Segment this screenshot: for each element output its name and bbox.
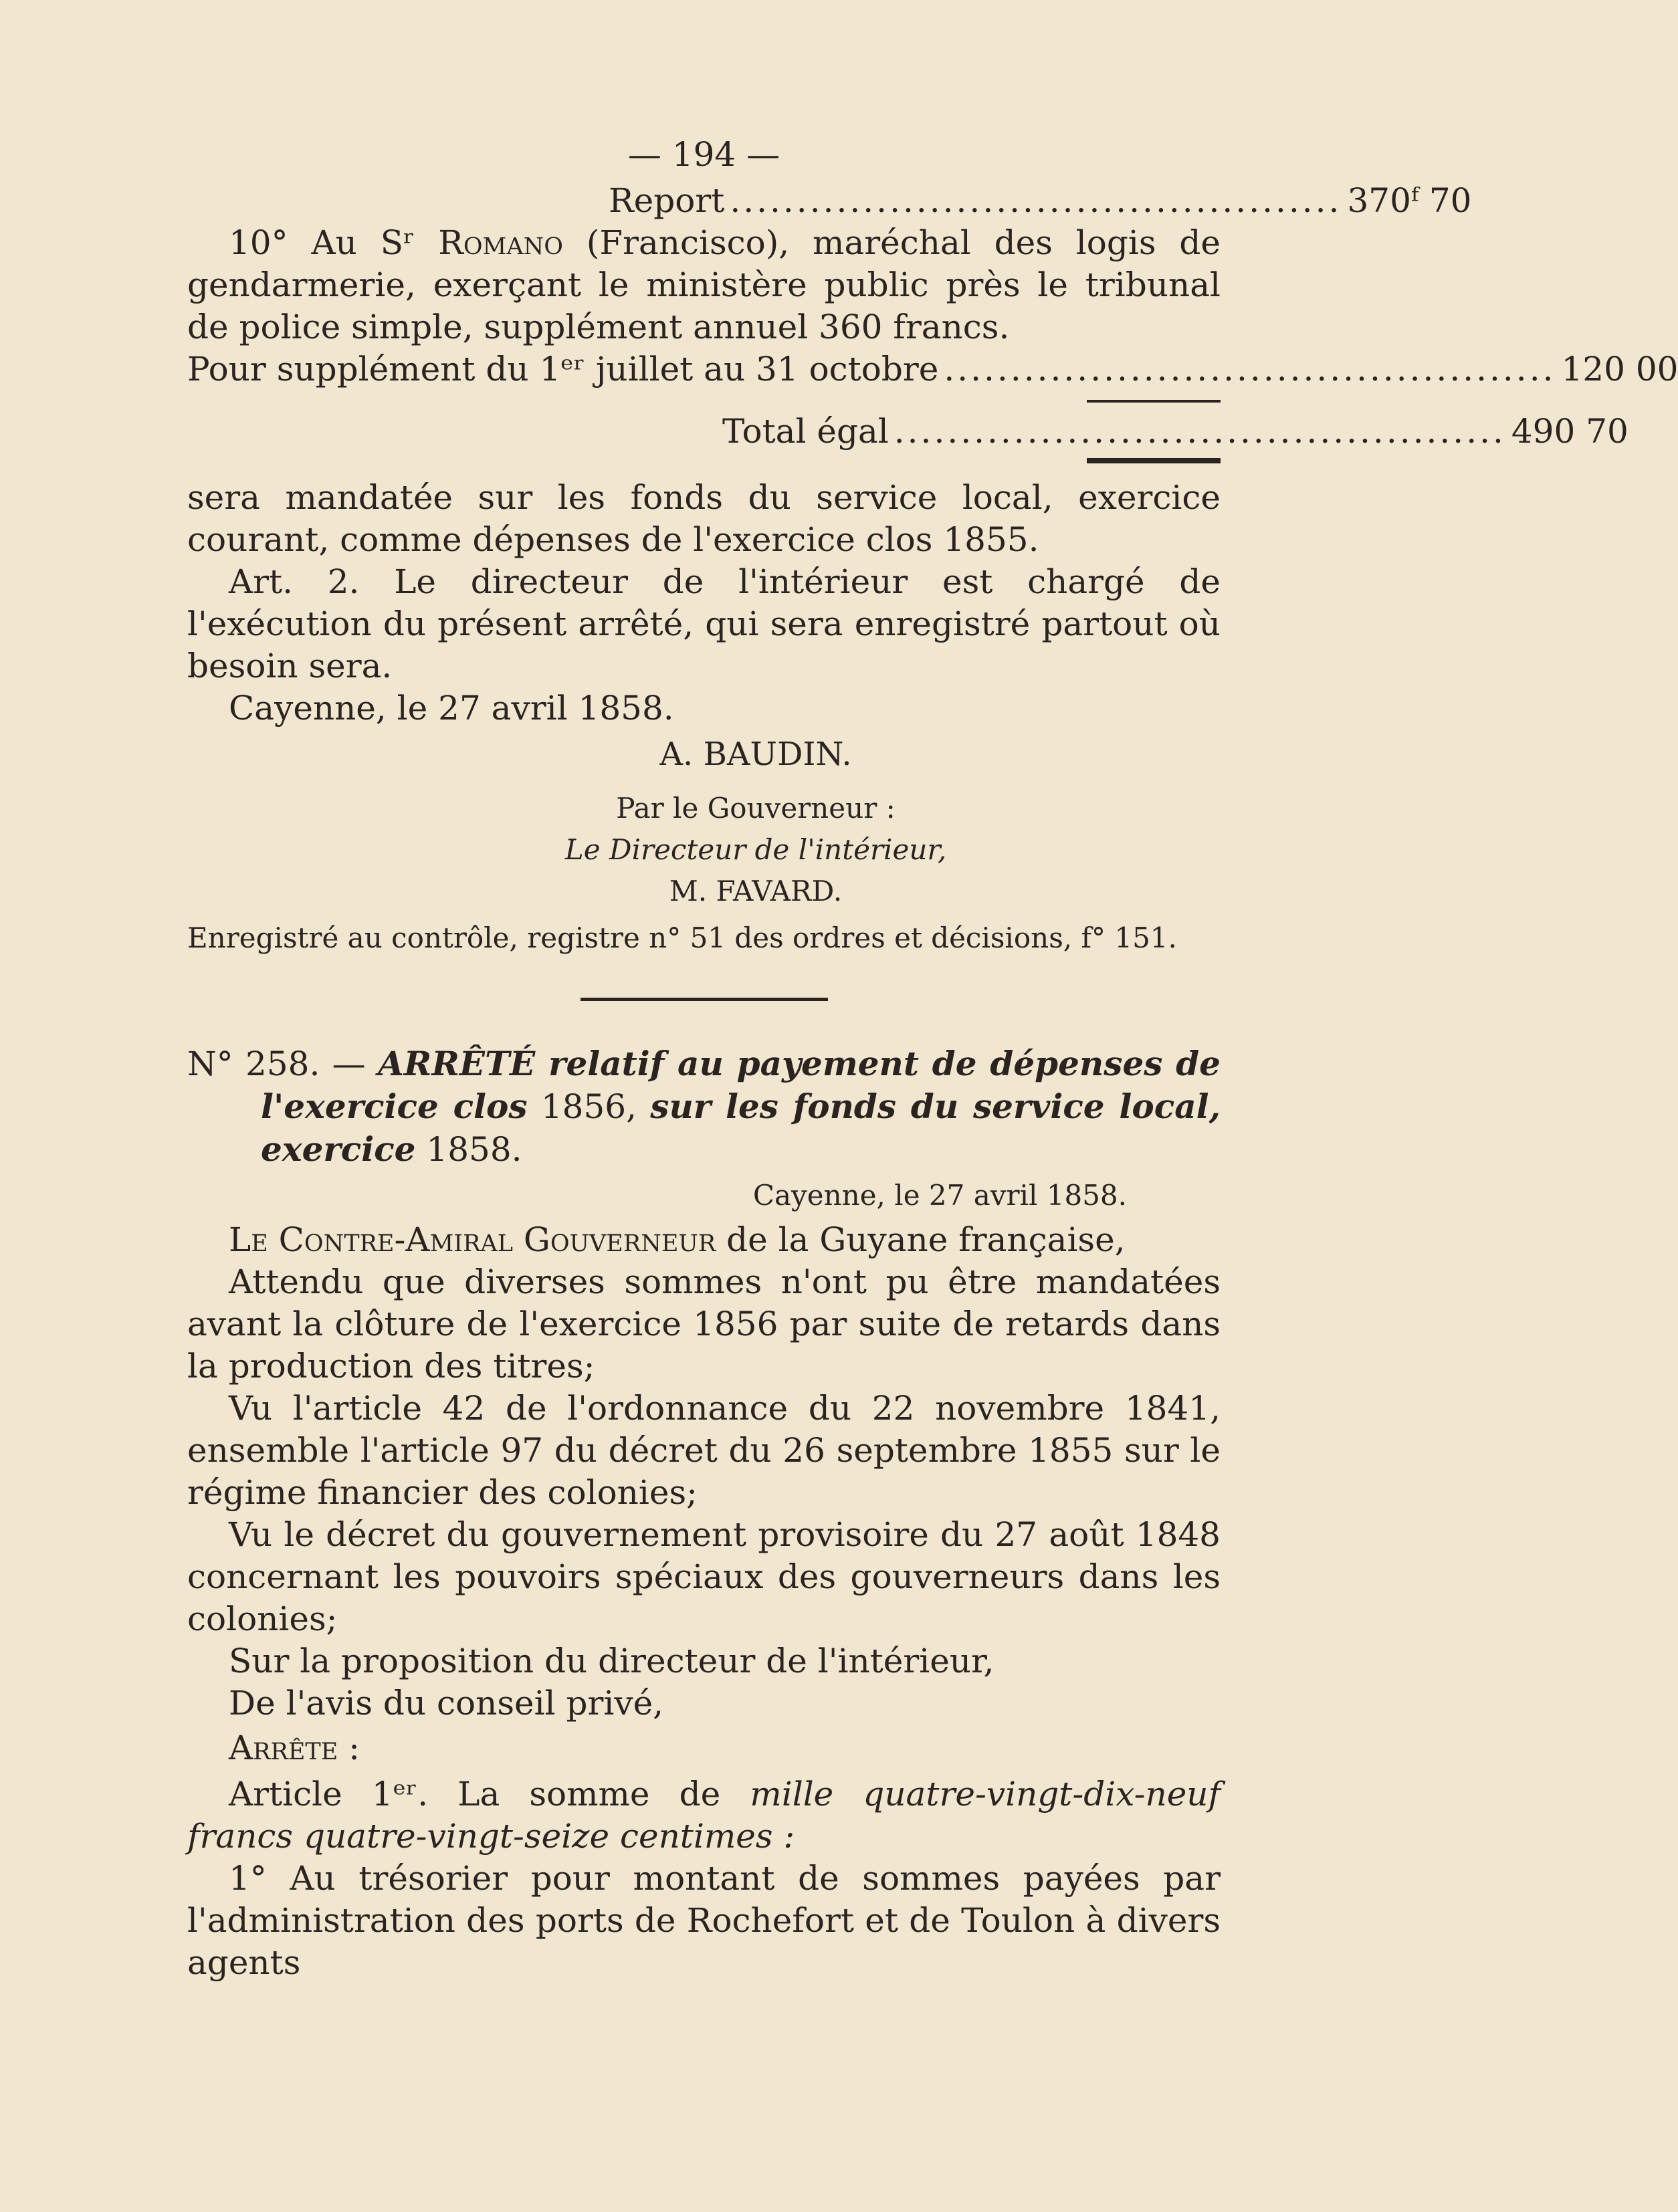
director-name: M. FAVARD.	[669, 875, 843, 907]
mandatee-paragraph: sera mandatée sur les fonds du service local, exercice courant, comme dépenses de l'exercice clos 1855.	[187, 478, 1221, 559]
decree-title-part2: sur les fonds du service local, exercice	[261, 1087, 1221, 1169]
decree-date: Cayenne, le 27 avril 1858.	[752, 1179, 1127, 1212]
leader-dots: ..............................................	[894, 412, 1506, 451]
page-number-header: — 194 —	[627, 135, 780, 174]
supplement-label: Pour supplément du 1ᵉʳ juillet au 31 octobre	[187, 350, 939, 389]
supplement-amount: 120 00	[1561, 350, 1678, 389]
item-10-number: 10°	[229, 223, 288, 262]
total-line	[187, 411, 1629, 453]
signature-title-text: Le Directeur de l'intérieur,	[564, 833, 947, 866]
intro-caps: Le Contre-Amiral Gouverneur	[229, 1220, 716, 1259]
supplement-line	[187, 348, 1678, 391]
signature-par: Par le Gouverneur :	[616, 792, 896, 824]
report-label: Report	[609, 181, 725, 220]
section-separator	[581, 998, 828, 1001]
report-line	[187, 180, 1472, 222]
attendu-paragraph: Attendu que diverses sommes n'ont pu être mandatées avant la clôture de l'exercice 1856 par suite de retards dans la production des titres;	[187, 1262, 1221, 1386]
decree-year-1: 1856,	[540, 1087, 637, 1126]
article-1-paragraph	[187, 1773, 1221, 1858]
signature-title	[522, 829, 990, 871]
sur-proposition-paragraph: Sur la proposition du directeur de l'intérieur,	[229, 1642, 994, 1680]
vu-decret-paragraph: Vu le décret du gouvernement provisoire du 27 août 1848 concernant les pouvoirs spéciaux des gouverneurs dans les colonies;	[187, 1515, 1221, 1638]
leader-dots: ..............................................	[730, 181, 1342, 220]
document-page	[187, 134, 1678, 1984]
intro-rest: de la Guyane française,	[726, 1220, 1126, 1259]
report-amount: 370ᶠ 70	[1347, 181, 1472, 220]
place-date-line: Cayenne, le 27 avril 1858.	[229, 689, 674, 728]
total-amount: 490 70	[1511, 412, 1629, 451]
leader-dots: ..............................................	[944, 350, 1556, 389]
total-rule	[1087, 458, 1221, 463]
signature-block	[522, 734, 990, 912]
article-2-paragraph: Art. 2. Le directeur de l'intérieur est chargé de l'exécution du présent arrêté, qui sera enregistré partout où besoin sera.	[187, 562, 1221, 685]
article-1-amount-words: mille quatre-vingt-dix-neuf francs quatre-vingt-seize centimes :	[187, 1775, 1221, 1856]
decree-number: N° 258. —	[187, 1044, 366, 1083]
arrete-heading: Arrête :	[229, 1729, 360, 1767]
decree-year-2: 1858.	[426, 1130, 522, 1169]
sum-rule	[1087, 400, 1221, 403]
article-1-lead: Article 1ᵉʳ. La somme de	[229, 1775, 721, 1813]
item-10-prefix: Au Sʳ	[311, 223, 415, 262]
item-10-text: (Francisco), maréchal des logis de gendarmerie, exerçant le ministère public près le tribunal de police simple, supplément annuel 360 francs.	[187, 223, 1221, 346]
decree-heading	[187, 1042, 1221, 1171]
signatory-name: A. BAUDIN.	[659, 736, 852, 773]
avis-conseil-paragraph: De l'avis du conseil privé,	[229, 1684, 664, 1723]
decree-title-part1: ARRÊTÉ relatif au payement de dépenses de l'exercice clos	[261, 1044, 1221, 1126]
registration-line: Enregistré au contrôle, registre n° 51 des ordres et décisions, f° 151.	[187, 921, 1177, 954]
item-10-paragraph	[187, 222, 1221, 348]
item-10-name: Romano	[438, 223, 563, 262]
intro-paragraph	[187, 1219, 1221, 1261]
vu-ordonnance-paragraph: Vu l'article 42 de l'ordonnance du 22 novembre 1841, ensemble l'article 97 du décret du 26 septembre 1855 sur le régime financier des colonies;	[187, 1389, 1221, 1512]
item-1-paragraph: 1° Au trésorier pour montant de sommes payées par l'administration des ports de Rochefort et de Toulon à divers agents	[187, 1859, 1221, 1982]
total-label: Total égal	[722, 412, 889, 451]
